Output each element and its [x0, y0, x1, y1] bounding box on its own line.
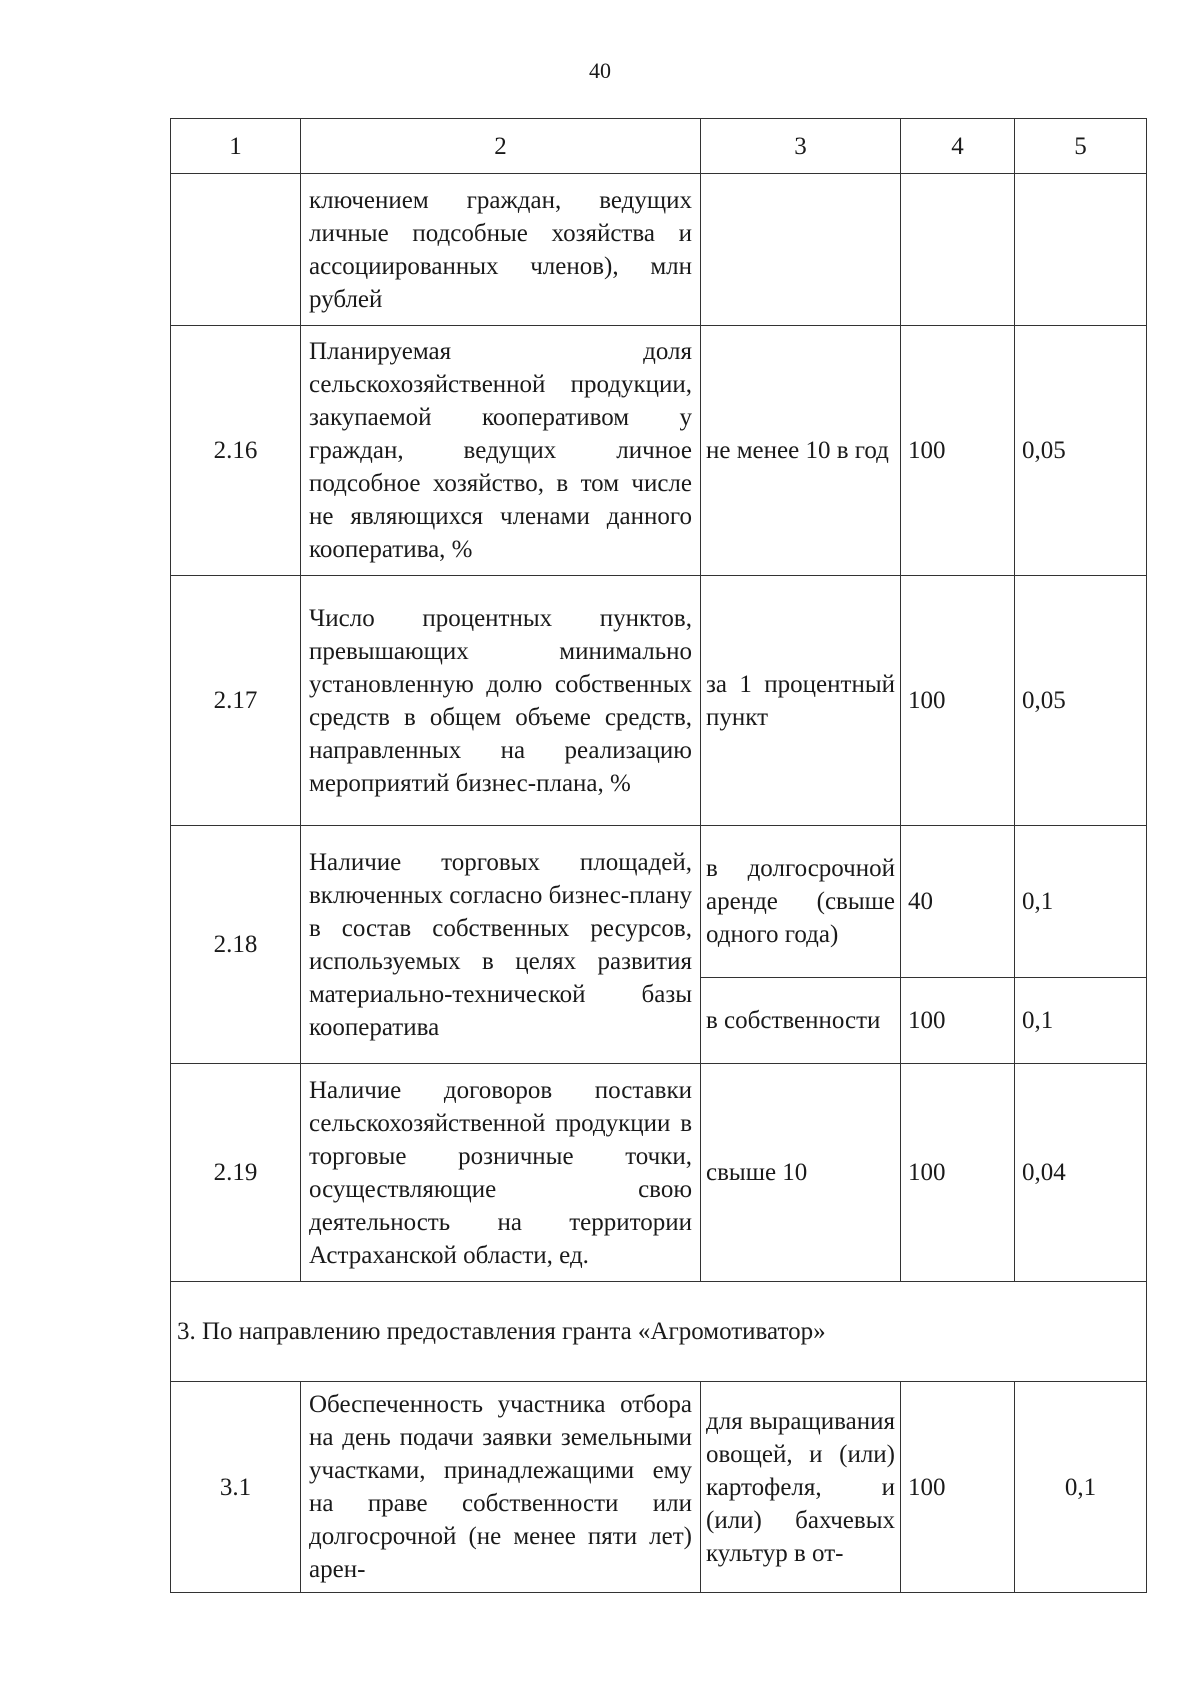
row-description: Обеспеченность участника отбора на день подачи заявки земельными участками, принадлежащими ему на праве собственности или долгосрочной (не менее пяти лет) арен- — [301, 1382, 701, 1593]
row-description: Число процентных пунктов, превышающих минимально установленную долю собственных средств в общем объеме средств, направленных на реализацию мероприятий бизнес-плана, % — [301, 576, 701, 826]
table-header-row — [171, 119, 1147, 174]
row-criterion: для выращивания овощей, и (или) картофеля, и (или) бахчевых культур в от- — [701, 1382, 901, 1593]
row-criterion: за 1 процентный пункт — [701, 576, 901, 826]
row-score: 100 — [901, 576, 1015, 826]
column-header-4: 4 — [901, 119, 1015, 174]
column-header-2: 2 — [301, 119, 701, 174]
row-description: Наличие договоров поставки сельскохозяйственной продукции в торговые розничные точки, осуществляющие свою деятельность на территории Астраханской области, ед. — [301, 1064, 701, 1282]
table-row — [171, 826, 1147, 978]
row-description: Наличие торговых площадей, включенных согласно бизнес-плану в состав собственных ресурсов, используемых в целях развития материально-технической базы кооператива — [301, 826, 701, 1064]
row-score: 100 — [901, 1064, 1015, 1282]
column-header-3: 3 — [701, 119, 901, 174]
row-score: 100 — [901, 978, 1015, 1064]
row-weight: 0,1 — [1015, 1382, 1147, 1593]
row-number: 2.19 — [171, 1064, 301, 1282]
row-number: 2.18 — [171, 826, 301, 1064]
page-number: 40 — [589, 58, 611, 83]
column-header-1: 1 — [171, 119, 301, 174]
table-row — [171, 326, 1147, 576]
row-criterion: свыше 10 — [701, 1064, 901, 1282]
row-score: 40 — [901, 826, 1015, 978]
criteria-table — [170, 118, 1147, 1593]
row-weight: 0,05 — [1015, 576, 1147, 826]
table-row-continuation — [171, 174, 1147, 326]
row-criterion — [701, 174, 901, 326]
row-score: 100 — [901, 1382, 1015, 1593]
row-number: 2.17 — [171, 576, 301, 826]
row-number: 2.16 — [171, 326, 301, 576]
row-weight: 0,05 — [1015, 326, 1147, 576]
row-description: ключением граждан, ведущих личные подсобные хозяйства и ассоциированных членов), млн рублей — [301, 174, 701, 326]
section-title: 3. По направлению предоставления гранта «Агромотиватор» — [171, 1282, 1147, 1382]
row-criterion: не менее 10 в год — [701, 326, 901, 576]
table-row — [171, 1382, 1147, 1593]
row-number: 3.1 — [171, 1382, 301, 1593]
row-weight — [1015, 174, 1147, 326]
table-row — [171, 576, 1147, 826]
column-header-5: 5 — [1015, 119, 1147, 174]
row-description: Планируемая доля сельскохозяйственной продукции, закупаемой кооперативом у граждан, ведущих личное подсобное хозяйство, в том числе не являющихся членами данного кооператива, % — [301, 326, 701, 576]
row-weight: 0,1 — [1015, 978, 1147, 1064]
row-number-cell — [171, 174, 301, 326]
row-score: 100 — [901, 326, 1015, 576]
row-score — [901, 174, 1015, 326]
table-row — [171, 1064, 1147, 1282]
row-criterion: в долгосрочной аренде (свыше одного года) — [701, 826, 901, 978]
row-weight: 0,04 — [1015, 1064, 1147, 1282]
section-header-row — [171, 1282, 1147, 1382]
row-weight: 0,1 — [1015, 826, 1147, 978]
row-criterion: в собственности — [701, 978, 901, 1064]
